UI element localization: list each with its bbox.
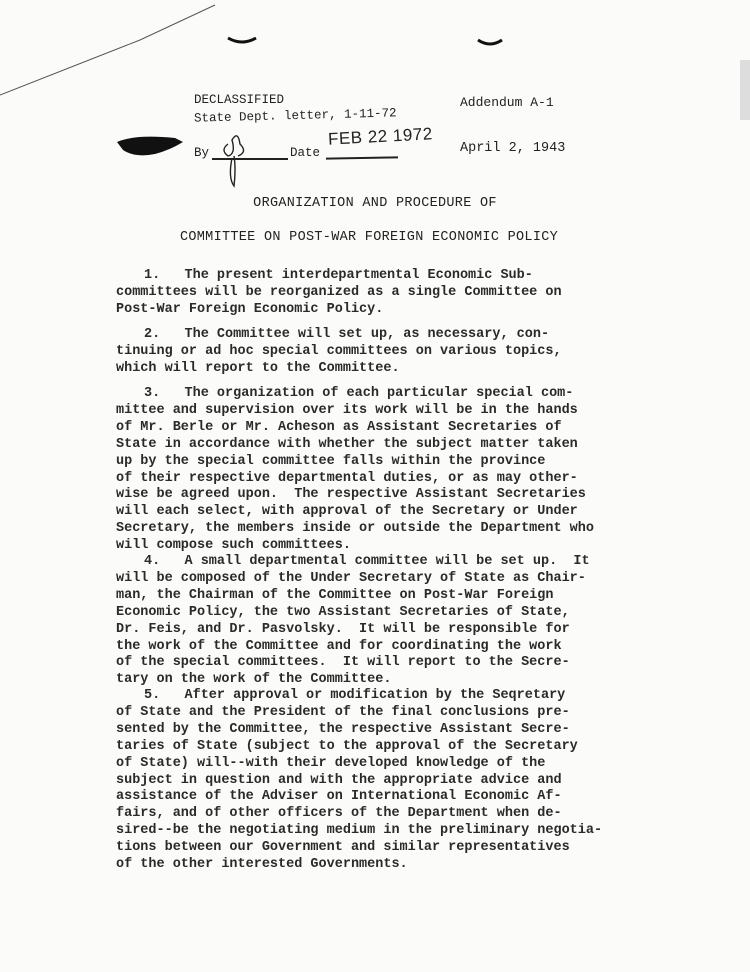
paragraph-line: tary on the work of the Committee. bbox=[116, 672, 392, 688]
paragraph-line: of Mr. Berle or Mr. Acheson as Assistant Secretaries of bbox=[116, 419, 562, 435]
paragraph-line: the work of the Committee and for coordinating the work bbox=[116, 638, 562, 654]
document-title-line-2: COMMITTEE ON POST-WAR FOREIGN ECONOMIC POLICY bbox=[179, 230, 559, 245]
paragraph-3 bbox=[116, 386, 594, 555]
paragraph-line: sented by the Committee, the respective Assistant Secre- bbox=[116, 721, 570, 737]
redaction-mark bbox=[115, 132, 185, 162]
paragraph-line: Secretary, the members inside or outside the Department who bbox=[116, 521, 594, 537]
declassification-stamp-date: FEB 22 1972 bbox=[327, 124, 434, 149]
date-line bbox=[326, 156, 398, 159]
paragraph-line: which will report to the Committee. bbox=[116, 360, 400, 376]
paragraph-line: committees will be reorganized as a single Committee on bbox=[116, 284, 562, 300]
paragraph-line: wise be agreed upon. The respective Assistant Secretaries bbox=[116, 487, 586, 503]
paragraph-line: of the other interested Governments. bbox=[116, 857, 408, 873]
paragraph-1 bbox=[116, 268, 562, 319]
scan-marks bbox=[0, 0, 750, 120]
paragraph-line: State in accordance with whether the subject matter taken bbox=[116, 436, 578, 452]
paragraph-line: 2. The Committee will set up, as necessary, con- bbox=[144, 327, 550, 342]
paragraph-line: 4. A small departmental committee will be set up. It bbox=[144, 554, 590, 569]
paragraph-line: taries of State (subject to the approval of the Secretary bbox=[116, 738, 578, 754]
paragraph-line: fairs, and of other officers of the Department when de- bbox=[116, 806, 562, 822]
paragraph-line: sired--be the negotiating medium in the preliminary negotia- bbox=[116, 823, 603, 839]
paragraph-line: 5. After approval or modification by the Seqretary bbox=[144, 688, 566, 703]
paragraph-2 bbox=[116, 327, 562, 378]
date-label: Date bbox=[290, 146, 321, 160]
paragraph-4 bbox=[116, 554, 590, 689]
paragraph-line: Dr. Feis, and Dr. Pasvolsky. It will be responsible for bbox=[116, 621, 570, 637]
paragraph-line: Post-War Foreign Economic Policy. bbox=[116, 301, 384, 317]
paragraph-line: 1. The present interdepartmental Economic Sub- bbox=[144, 268, 533, 283]
paragraph-line: will be composed of the Under Secretary of State as Chair- bbox=[116, 570, 586, 586]
paragraph-line: up by the special committee falls within the province bbox=[116, 453, 546, 469]
punch-mark-icon bbox=[478, 40, 502, 44]
authority-text: State Dept. letter, 1-11-72 bbox=[193, 106, 397, 126]
declassified-label: DECLASSIFIED bbox=[194, 93, 285, 107]
paragraph-line: subject in question and with the appropriate advice and bbox=[116, 772, 562, 788]
paragraph-line: man, the Chairman of the Committee on Post-War Foreign bbox=[116, 587, 554, 603]
by-label: By bbox=[194, 146, 210, 160]
paragraph-line: tinuing or ad hoc special committees on various topics, bbox=[116, 343, 562, 359]
paragraph-line: Economic Policy, the two Assistant Secretaries of State, bbox=[116, 604, 570, 620]
paragraph-line: of the special committees. It will report to the Secre- bbox=[116, 655, 570, 671]
addendum-label: Addendum A-1 bbox=[460, 95, 554, 110]
document-date: April 2, 1943 bbox=[460, 141, 566, 156]
paragraph-line: mittee and supervision over its work will be in the hands bbox=[116, 402, 578, 418]
paragraph-line: assistance of the Adviser on International Economic Af- bbox=[116, 789, 562, 805]
paragraph-line: of their respective departmental duties, or as may other- bbox=[116, 470, 578, 486]
paragraph-line: tions between our Government and similar representatives bbox=[116, 840, 570, 856]
paragraph-line: will compose such committees. bbox=[116, 538, 351, 554]
paragraph-line: 3. The organization of each particular special com- bbox=[144, 386, 574, 401]
document-title-line-1: ORGANIZATION AND PROCEDURE OF bbox=[253, 196, 497, 211]
paragraph-line: of State) will--with their developed knowledge of the bbox=[116, 755, 546, 771]
punch-mark-icon bbox=[228, 38, 256, 42]
paragraph-line: of State and the President of the final conclusions pre- bbox=[116, 704, 570, 720]
signature bbox=[218, 128, 254, 190]
paragraph-5 bbox=[116, 688, 602, 874]
paragraph-line: will each select, with approval of the Secretary or Under bbox=[116, 504, 578, 520]
